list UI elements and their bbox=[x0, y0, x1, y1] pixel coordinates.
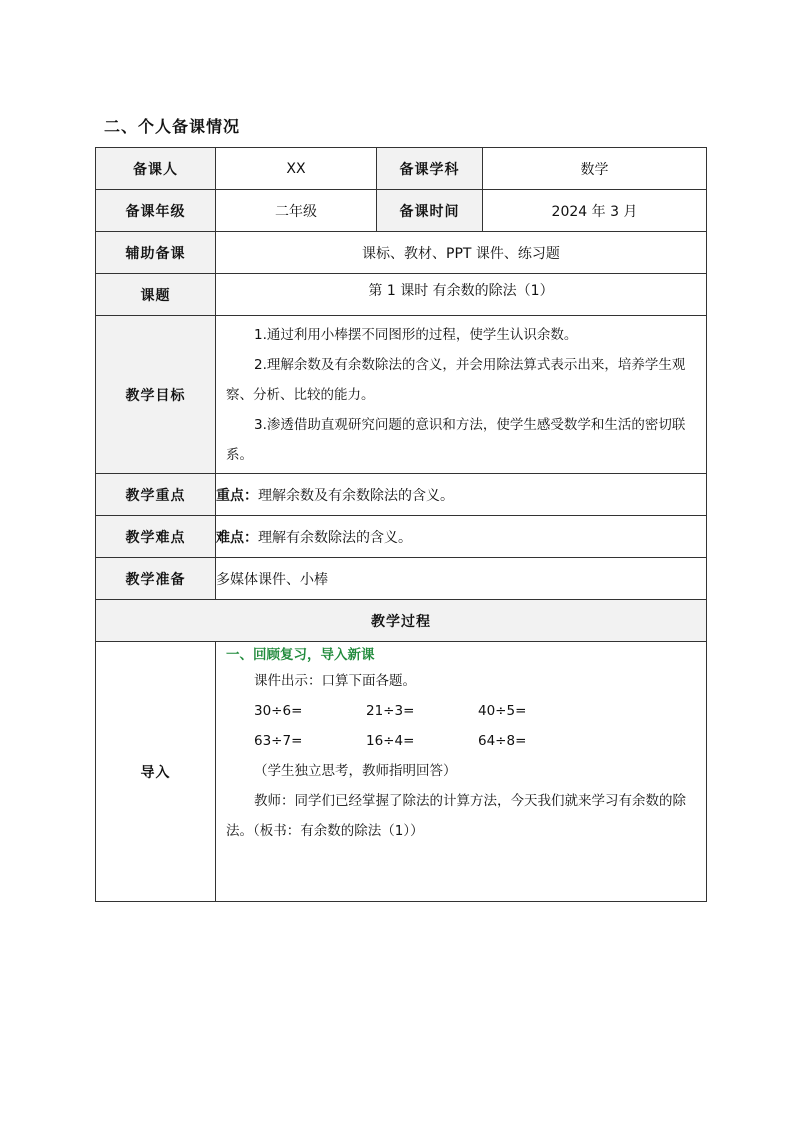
math-item: 30÷6= bbox=[254, 703, 303, 719]
goal-item: 3.渗透借助直观研究问题的意识和方法，使学生感受数学和生活的密切联系。 bbox=[226, 416, 686, 463]
intro-note: （学生独立思考，教师指明回答） bbox=[254, 763, 457, 779]
difficulty-cell bbox=[216, 516, 707, 558]
math-row bbox=[216, 696, 706, 726]
section-title: 二、个人备课情况 bbox=[104, 117, 241, 136]
aid-label: 辅助备课 bbox=[96, 232, 216, 274]
math-item: 40÷5= bbox=[478, 703, 527, 719]
intro-label: 导入 bbox=[96, 642, 216, 902]
math-row bbox=[216, 726, 706, 756]
aid-row bbox=[96, 232, 707, 274]
topic-label: 课题 bbox=[96, 274, 216, 316]
difficulty-row bbox=[96, 516, 707, 558]
intro-cell bbox=[216, 642, 707, 902]
subject-value: 数学 bbox=[483, 148, 707, 190]
focus-cell bbox=[216, 474, 707, 516]
intro-line: 课件出示：口算下面各题。 bbox=[254, 673, 416, 689]
focus-label: 教学重点 bbox=[96, 474, 216, 516]
focus-value: 理解余数及有余数除法的含义。 bbox=[258, 487, 454, 504]
focus-row bbox=[96, 474, 707, 516]
aid-value: 课标、教材、PPT 课件、练习题 bbox=[216, 232, 707, 274]
prep-value: 多媒体课件、小棒 bbox=[216, 558, 707, 600]
math-item: 63÷7= bbox=[254, 733, 303, 749]
goals-label: 教学目标 bbox=[96, 316, 216, 474]
math-item: 16÷4= bbox=[366, 733, 415, 749]
preparer-row bbox=[96, 148, 707, 190]
intro-row bbox=[96, 642, 707, 902]
intro-heading: 一、回顾复习，导入新课 bbox=[226, 647, 375, 663]
process-header: 教学过程 bbox=[96, 600, 707, 642]
prep-row bbox=[96, 558, 707, 600]
preparer-label: 备课人 bbox=[96, 148, 216, 190]
subject-label: 备课学科 bbox=[377, 148, 483, 190]
focus-key: 重点： bbox=[216, 487, 258, 504]
goals-row bbox=[96, 316, 707, 474]
difficulty-value: 理解有余数除法的含义。 bbox=[258, 529, 412, 546]
time-value: 2024 年 3 月 bbox=[483, 190, 707, 232]
teacher-text: 教师：同学们已经掌握了除法的计算方法，今天我们就来学习有余数的除法。（板书：有余数的除法（1）） bbox=[226, 793, 686, 839]
goals-cell bbox=[216, 316, 707, 474]
process-header-row bbox=[96, 600, 707, 642]
grade-value: 二年级 bbox=[216, 190, 377, 232]
topic-value: 第 1 课时 有余数的除法（1） bbox=[216, 274, 707, 316]
grade-row bbox=[96, 190, 707, 232]
prep-label: 教学准备 bbox=[96, 558, 216, 600]
grade-label: 备课年级 bbox=[96, 190, 216, 232]
math-item: 64÷8= bbox=[478, 733, 527, 749]
goal-item: 1.通过利用小棒摆不同图形的过程，使学生认识余数。 bbox=[254, 326, 578, 343]
topic-row bbox=[96, 274, 707, 316]
goal-item: 2.理解余数及有余数除法的含义，并会用除法算式表示出来，培养学生观察、分析、比较的能力。 bbox=[226, 356, 686, 403]
difficulty-label: 教学难点 bbox=[96, 516, 216, 558]
time-label: 备课时间 bbox=[377, 190, 483, 232]
preparer-value: XX bbox=[216, 148, 377, 190]
difficulty-key: 难点： bbox=[216, 529, 258, 546]
math-item: 21÷3= bbox=[366, 703, 415, 719]
lesson-plan-table bbox=[95, 147, 707, 902]
